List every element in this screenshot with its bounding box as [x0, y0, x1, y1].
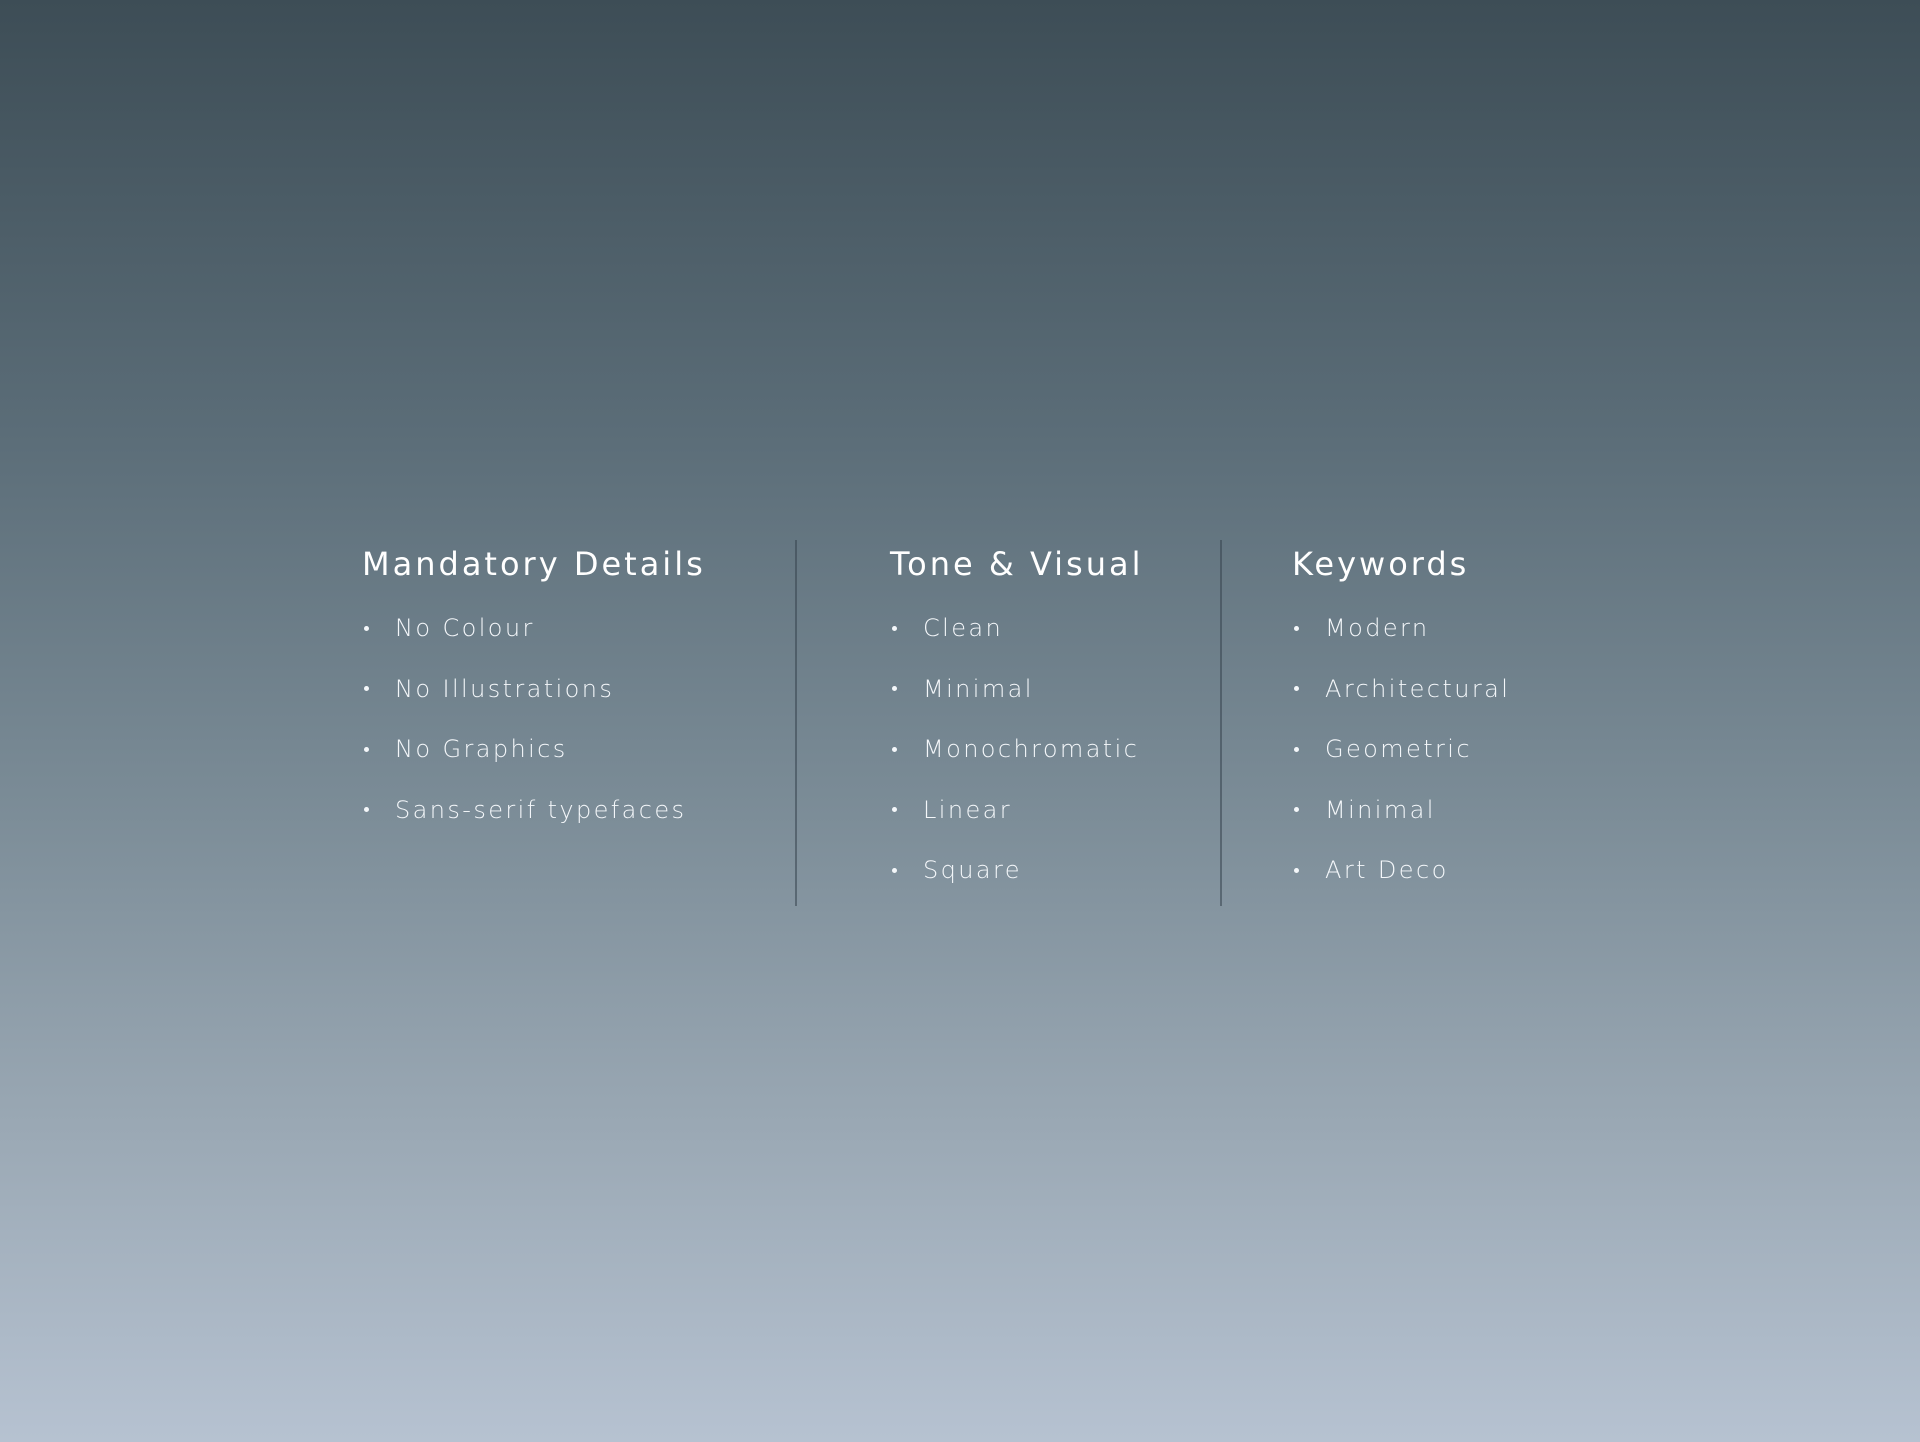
- list-item: [890, 598, 1143, 659]
- list-item-label: Monochromatic: [923, 735, 1140, 764]
- list-item: [362, 719, 706, 780]
- list-item: [890, 780, 1143, 841]
- list-item: [1292, 659, 1510, 720]
- bullet-icon: [364, 807, 369, 812]
- bullet-icon: [892, 626, 897, 631]
- list-item-label: Minimal: [923, 674, 1034, 703]
- list-item-label: Clean: [923, 614, 1004, 643]
- keywords-list: [1292, 598, 1510, 901]
- bullet-icon: [1294, 686, 1299, 691]
- list-item: [1292, 598, 1510, 659]
- column-divider: [1220, 540, 1222, 906]
- bullet-icon: [364, 747, 369, 752]
- list-item-label: Minimal: [1325, 795, 1436, 824]
- bullet-icon: [1294, 747, 1299, 752]
- list-item: [362, 598, 706, 659]
- bullet-icon: [1294, 868, 1299, 873]
- list-item-label: Art Deco: [1325, 856, 1449, 885]
- list-item-label: Linear: [923, 795, 1012, 824]
- list-item-label: No Graphics: [395, 735, 568, 764]
- column-divider: [795, 540, 797, 906]
- list-item: [362, 659, 706, 720]
- list-item-label: No Colour: [395, 614, 535, 643]
- list-item: [362, 780, 706, 841]
- list-item: [1292, 840, 1510, 901]
- list-item-label: Sans-serif typefaces: [395, 795, 687, 824]
- column-title-keywords: Keywords: [1292, 545, 1470, 583]
- list-item: [1292, 719, 1510, 780]
- column-tone-visual: [890, 542, 1143, 901]
- list-item-label: Architectural: [1325, 674, 1511, 703]
- list-item: [1292, 780, 1510, 841]
- column-mandatory-details: [362, 542, 706, 840]
- bullet-icon: [892, 686, 897, 691]
- bullet-icon: [892, 868, 897, 873]
- mandatory-details-list: [362, 598, 706, 840]
- list-item: [890, 840, 1143, 901]
- bullet-icon: [1294, 807, 1299, 812]
- list-item: [890, 719, 1143, 780]
- bullet-icon: [1294, 626, 1299, 631]
- list-item-label: No Illustrations: [395, 674, 615, 703]
- column-title-tone-visual: Tone & Visual: [890, 545, 1144, 583]
- column-title-mandatory-details: Mandatory Details: [362, 545, 706, 583]
- bullet-icon: [364, 626, 369, 631]
- list-item-label: Square: [923, 856, 1022, 885]
- bullet-icon: [892, 807, 897, 812]
- list-item: [890, 659, 1143, 720]
- column-keywords: [1292, 542, 1510, 901]
- tone-visual-list: [890, 598, 1143, 901]
- bullet-icon: [892, 747, 897, 752]
- bullet-icon: [364, 686, 369, 691]
- list-item-label: Modern: [1325, 614, 1430, 643]
- list-item-label: Geometric: [1325, 735, 1472, 764]
